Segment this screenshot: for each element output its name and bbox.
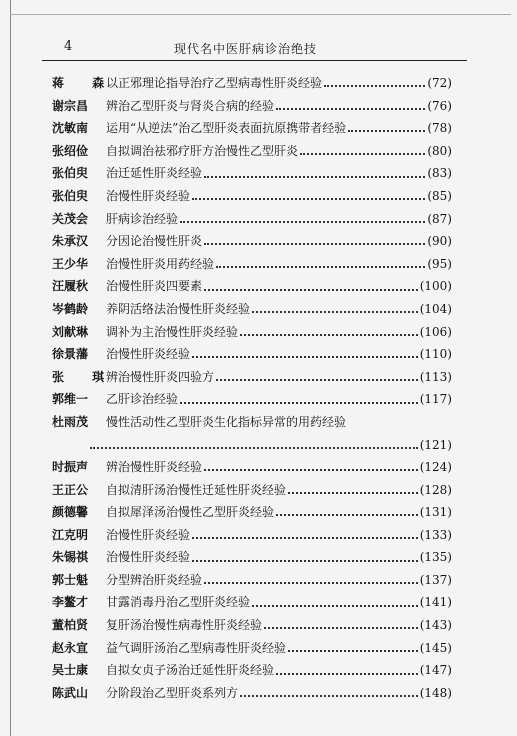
leader-dots <box>90 447 418 449</box>
toc-author: 王正公 <box>52 482 89 497</box>
toc-page-number: (72) <box>427 76 452 90</box>
toc-title[interactable]: 治迁延性肝炎经验 <box>106 166 203 181</box>
toc-title[interactable]: 治慢性肝炎经验 <box>106 550 191 565</box>
toc-title[interactable]: 乙肝诊治经验 <box>106 392 179 407</box>
toc-line <box>106 366 452 389</box>
toc-line <box>106 659 452 682</box>
toc-line <box>106 230 452 253</box>
toc-line <box>106 321 452 344</box>
toc-page-number: (113) <box>419 369 452 384</box>
toc-entry[interactable] <box>52 366 452 389</box>
toc-author: 杜雨茂 <box>52 414 89 429</box>
leader-dots <box>276 108 425 110</box>
toc-line <box>106 524 452 547</box>
toc-line <box>106 637 452 660</box>
leader-dots <box>192 198 425 200</box>
toc-title[interactable]: 调补为主治慢性肝炎经验 <box>106 324 239 339</box>
toc-title[interactable]: 辨治慢性肝炎经验 <box>106 459 203 474</box>
leader-dots <box>216 266 425 268</box>
toc-line <box>106 569 452 592</box>
toc-title[interactable]: 治慢性肝炎用药经验 <box>106 256 215 271</box>
toc-title[interactable]: 运用“从逆法”治乙型肝炎表面抗原携带者经验 <box>106 121 347 136</box>
leader-dots <box>216 379 418 381</box>
toc-page-number: (141) <box>419 595 452 610</box>
leader-dots <box>240 334 418 336</box>
toc-line <box>106 591 452 614</box>
toc-line <box>106 298 452 321</box>
toc-entry[interactable] <box>52 659 452 682</box>
toc-line <box>106 343 452 366</box>
leader-dots <box>324 85 425 87</box>
toc-line <box>106 253 452 276</box>
leader-dots <box>300 153 425 155</box>
toc-title[interactable]: 复肝汤治慢性病毒性肝炎经验 <box>106 618 263 633</box>
toc-author: 朱承汉 <box>52 234 89 249</box>
toc-author: 郭维一 <box>52 392 89 407</box>
leader-dots <box>252 311 418 313</box>
leader-dots <box>192 537 418 539</box>
page-header <box>42 38 467 61</box>
toc-title[interactable]: 自拟女贞子汤治迁延性肝炎经验 <box>106 663 275 678</box>
toc-author: 张伯臾 <box>52 188 89 203</box>
leader-dots <box>348 130 425 132</box>
toc-title[interactable]: 益气调肝汤治乙型病毒性肝炎经验 <box>106 640 287 655</box>
toc-author: 蒋 森 <box>52 76 117 90</box>
page-top-edge <box>10 14 511 15</box>
toc-title[interactable]: 自拟清肝汤治慢性迁延性肝炎经验 <box>106 482 287 497</box>
toc-line <box>106 479 452 502</box>
toc-entry[interactable] <box>52 501 452 524</box>
leader-dots <box>180 221 425 223</box>
leader-dots <box>204 176 425 178</box>
toc-line <box>106 117 452 140</box>
toc-title[interactable]: 自拟犀泽汤治慢性乙型肝炎经验 <box>106 505 275 520</box>
toc-title[interactable]: 养阴活络法治慢性肝炎经验 <box>106 301 251 316</box>
toc-title[interactable]: 自拟调治祛邪疗肝方治慢性乙型肝炎 <box>106 143 299 158</box>
toc-line <box>106 614 452 637</box>
leader-dots <box>204 243 425 245</box>
toc-author: 张伯臾 <box>52 166 89 181</box>
toc-entry[interactable] <box>52 95 452 118</box>
leader-dots <box>192 356 418 358</box>
toc-page-number: (137) <box>419 572 452 587</box>
leader-dots <box>252 605 418 607</box>
leader-dots <box>288 650 418 652</box>
leader-dots <box>276 673 418 675</box>
leader-dots <box>276 514 418 516</box>
toc-entry[interactable] <box>52 208 452 231</box>
toc-author: 吴士康 <box>52 663 89 678</box>
toc-page-number: (145) <box>419 640 452 655</box>
running-title: 现代名中医肝病诊治绝技 <box>174 42 318 56</box>
table-of-contents <box>52 72 452 704</box>
toc-page-number: (78) <box>427 121 452 136</box>
toc-author: 陈武山 <box>52 685 89 700</box>
toc-title[interactable]: 治慢性肝炎四要素 <box>106 279 203 294</box>
toc-entry[interactable] <box>52 343 452 366</box>
toc-page-number: (117) <box>419 392 452 407</box>
leader-dots <box>204 582 418 584</box>
toc-entry[interactable] <box>52 682 452 705</box>
toc-page-number: (90) <box>427 234 452 249</box>
toc-page-number: (106) <box>419 324 452 339</box>
toc-line <box>106 140 452 163</box>
toc-entry[interactable] <box>52 546 452 569</box>
toc-entry[interactable] <box>52 569 452 592</box>
toc-author: 张绍俭 <box>52 143 89 158</box>
toc-title[interactable]: 治慢性肝炎经验 <box>106 527 191 542</box>
toc-page-number: (104) <box>419 301 452 316</box>
toc-page-number: (128) <box>419 482 452 497</box>
toc-title[interactable]: 分阶段治乙型肝炎系列方 <box>106 685 239 700</box>
toc-author: 江克明 <box>52 527 89 542</box>
toc-entry[interactable] <box>52 591 452 614</box>
toc-author: 时振声 <box>52 459 89 474</box>
toc-line <box>106 501 452 524</box>
toc-entry[interactable] <box>52 637 452 660</box>
toc-page-number: (133) <box>419 527 452 542</box>
toc-author: 徐景藩 <box>52 347 89 362</box>
toc-title[interactable]: 治慢性肝炎经验 <box>106 347 191 362</box>
toc-title[interactable]: 辨治慢性肝炎四验方 <box>106 369 215 384</box>
toc-line <box>106 185 452 208</box>
leader-dots <box>204 289 418 291</box>
toc-author: 沈敏南 <box>52 121 89 136</box>
toc-entry[interactable] <box>52 321 452 344</box>
leader-dots <box>288 492 418 494</box>
toc-title[interactable]: 慢性活动性乙型肝炎生化指标异常的用药经验 <box>106 414 347 429</box>
toc-line <box>106 72 452 95</box>
toc-page-number: (131) <box>419 505 452 520</box>
toc-author: 赵永宣 <box>52 640 89 655</box>
toc-page-number: (124) <box>419 459 452 474</box>
toc-title[interactable]: 分型辨治肝炎经验 <box>106 572 203 587</box>
toc-page-number: (147) <box>419 663 452 678</box>
toc-entry[interactable] <box>52 275 452 298</box>
toc-entry[interactable] <box>52 614 452 637</box>
toc-line <box>106 275 452 298</box>
toc-line <box>106 162 452 185</box>
toc-line <box>106 682 452 705</box>
toc-entry[interactable] <box>52 162 452 185</box>
toc-author: 汪履秋 <box>52 279 89 294</box>
toc-title[interactable]: 治慢性肝炎经验 <box>106 188 191 203</box>
toc-author: 刘献琳 <box>52 324 89 339</box>
toc-title[interactable]: 甘露消毒丹治乙型肝炎经验 <box>106 595 251 610</box>
toc-title[interactable]: 肝病诊治经验 <box>106 211 179 226</box>
toc-page-number: (110) <box>419 347 452 362</box>
toc-page-number: (95) <box>427 256 452 271</box>
toc-page-number: (76) <box>427 98 452 113</box>
page-left-edge <box>10 0 11 736</box>
toc-entry[interactable] <box>52 253 452 276</box>
toc-page-number: (121) <box>419 437 452 452</box>
toc-page-number: (85) <box>427 188 452 203</box>
leader-dots <box>192 560 418 562</box>
toc-author: 董柏贤 <box>52 618 89 633</box>
toc-entry[interactable] <box>52 185 452 208</box>
toc-entry[interactable] <box>52 456 452 479</box>
page-number: 4 <box>64 39 73 54</box>
toc-author: 颜德馨 <box>52 505 89 520</box>
toc-entry[interactable] <box>52 230 452 253</box>
leader-dots <box>204 469 418 471</box>
toc-page-number: (100) <box>419 279 452 294</box>
leader-dots <box>264 627 418 629</box>
toc-entry[interactable] <box>52 72 452 95</box>
toc-page-number: (80) <box>427 143 452 158</box>
toc-author: 岑鹤龄 <box>52 301 89 316</box>
toc-page-number: (135) <box>419 550 452 565</box>
toc-title[interactable]: 辨治乙型肝炎与肾炎合病的经验 <box>106 98 275 113</box>
toc-page-number: (143) <box>419 618 452 633</box>
toc-line <box>106 546 452 569</box>
toc-entry[interactable] <box>52 117 452 140</box>
toc-author: 关茂会 <box>52 211 89 226</box>
toc-line-continuation <box>88 434 452 457</box>
toc-entry[interactable] <box>52 298 452 321</box>
toc-line <box>106 95 452 118</box>
toc-author: 张 琪 <box>52 369 117 384</box>
toc-page-number: (148) <box>419 685 452 700</box>
toc-author: 谢宗昌 <box>52 98 89 113</box>
toc-author: 李鳌才 <box>52 595 89 610</box>
toc-entry[interactable] <box>52 411 452 456</box>
toc-entry[interactable] <box>52 479 452 502</box>
toc-title[interactable]: 分因论治慢性肝炎 <box>106 234 203 249</box>
toc-line <box>106 388 452 411</box>
toc-page-number: (87) <box>427 211 452 226</box>
toc-entry[interactable] <box>52 140 452 163</box>
toc-author: 王少华 <box>52 256 89 271</box>
toc-page-number: (83) <box>427 166 452 181</box>
toc-title[interactable]: 以正邪理论指导治疗乙型病毒性肝炎经验 <box>106 76 323 90</box>
toc-author: 朱锡祺 <box>52 550 89 565</box>
toc-author: 郭士魁 <box>52 572 89 587</box>
leader-dots <box>180 402 418 404</box>
toc-line <box>106 411 452 434</box>
toc-entry[interactable] <box>52 524 452 547</box>
toc-entry[interactable] <box>52 388 452 411</box>
leader-dots <box>240 695 418 697</box>
toc-line <box>106 456 452 479</box>
toc-line <box>106 208 452 231</box>
